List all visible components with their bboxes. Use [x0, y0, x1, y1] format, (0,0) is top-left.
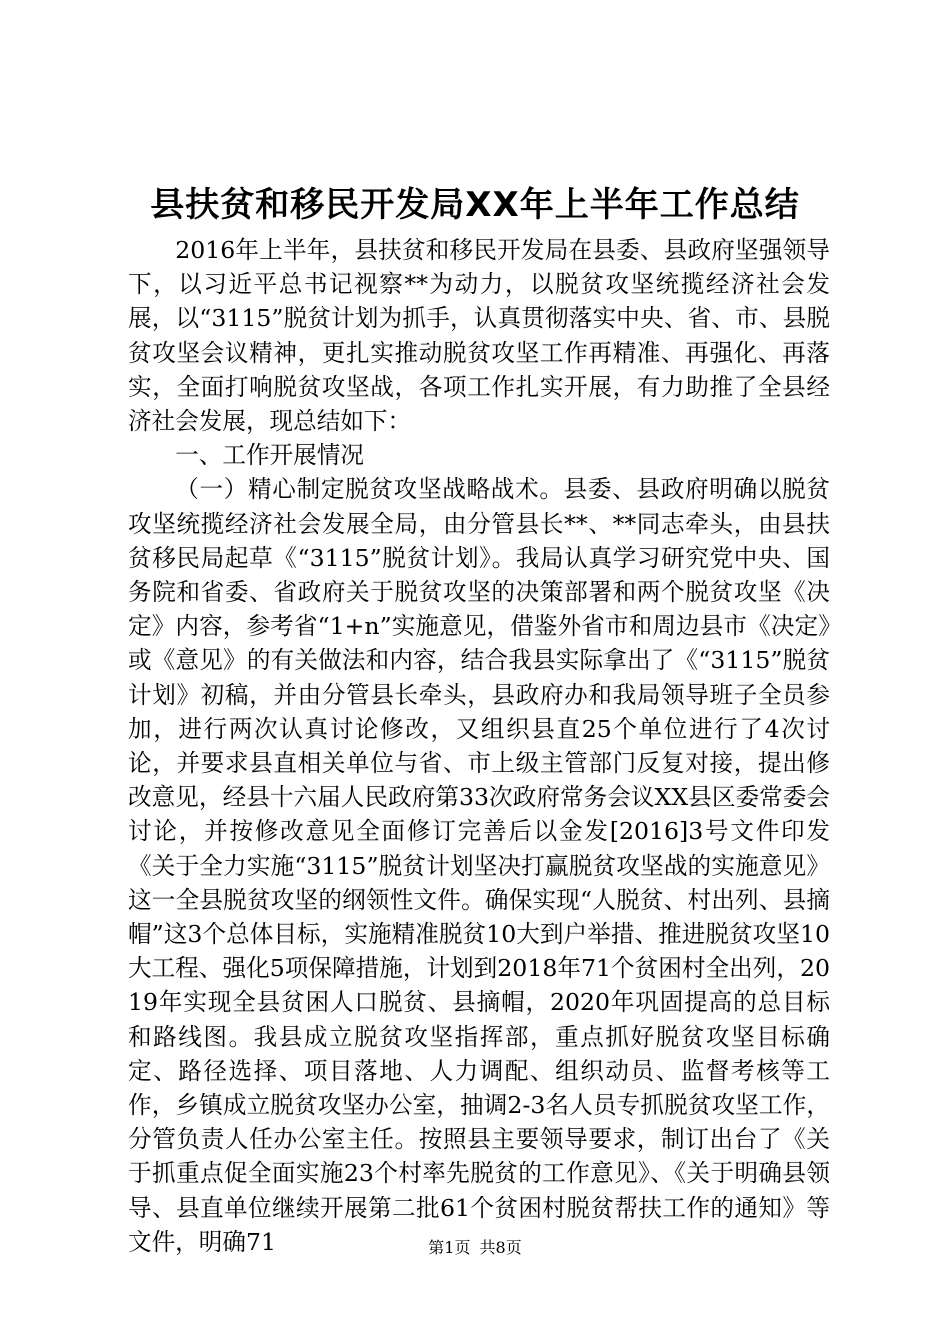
document-body — [128, 233, 830, 1259]
page-number: 第1页 — [428, 1238, 471, 1257]
document-title: 县扶贫和移民开发局XX年上半年工作总结 — [150, 185, 800, 225]
section-heading: 一、工作开展情况 — [175, 441, 364, 470]
section-paragraph: （一）精心制定脱贫攻坚战略战术。县委、县政府明确以脱贫攻坚统揽经济社会发展全局，由分管县长**、**同志牵头，由县扶贫移民局起草《“3115”脱贫计划》。我局认真学习研究党中央、国务院和省委、省政府关于脱贫攻坚的决策部署和两个脱贫攻坚《决定》内容，参考省“1+n”实施意见，借鉴外省市和周边县市《决定》或《意见》的有关做法和内容，结合我县实际拿出了《“3115”脱贫计划》初稿，并由分管县长牵头，县政府办和我局领导班子全员参加，进行两次认真讨论修改，又组织县直25个单位进行了4次讨论，并要求县直相关单位与省、市上级主管部门反复对接，提出修改意见，经县十六届人民政府第33次政府常务会议XX县区委常委会讨论，并按修改意见全面修订完善后以金发[2016]3号文件印发《关于全力实施“3115”脱贫计划坚决打赢脱贫攻坚战的实施意见》这一全县脱贫攻坚的纲领性文件。确保实现“人脱贫、村出列、县摘帽”这3个总体目标，实施精准脱贫10大到户举措、推进脱贫攻坚10大工程、强化5项保障措施，计划到2018年71个贫困村全出列，2019年实现全县贫困人口脱贫、县摘帽，2020年巩固提高的总目标和路线图。我县成立脱贫攻坚指挥部，重点抓好脱贫攻坚目标确定、路径选择、项目落地、人力调配、组织动员、监督考核等工作，乡镇成立脱贫攻坚办公室，抽调2-3名人员专抓脱贫攻坚工作，分管负责人任办公室主任。按照县主要领导要求，制订出台了《关于抓重点促全面实施23个村率先脱贫的工作意见》、《关于明确县领导、县直单位继续开展第二批61个贫困村脱贫帮扶工作的通知》等文件，明确71 — [128, 475, 830, 1256]
page-total: 共8页 — [479, 1238, 522, 1257]
intro-paragraph: 2016年上半年，县扶贫和移民开发局在县委、县政府坚强领导下，以习近平总书记视察**为动力，以脱贫攻坚统揽经济社会发展，以“3115”脱贫计划为抓手，认真贯彻落实中央、省、市、县脱贫攻坚会议精神，更扎实推动脱贫攻坚工作再精准、再强化、再落实，全面打响脱贫攻坚战，各项工作扎实开展，有力助推了全县经济社会发展，现总结如下： — [128, 236, 830, 436]
page-footer — [0, 1237, 950, 1259]
